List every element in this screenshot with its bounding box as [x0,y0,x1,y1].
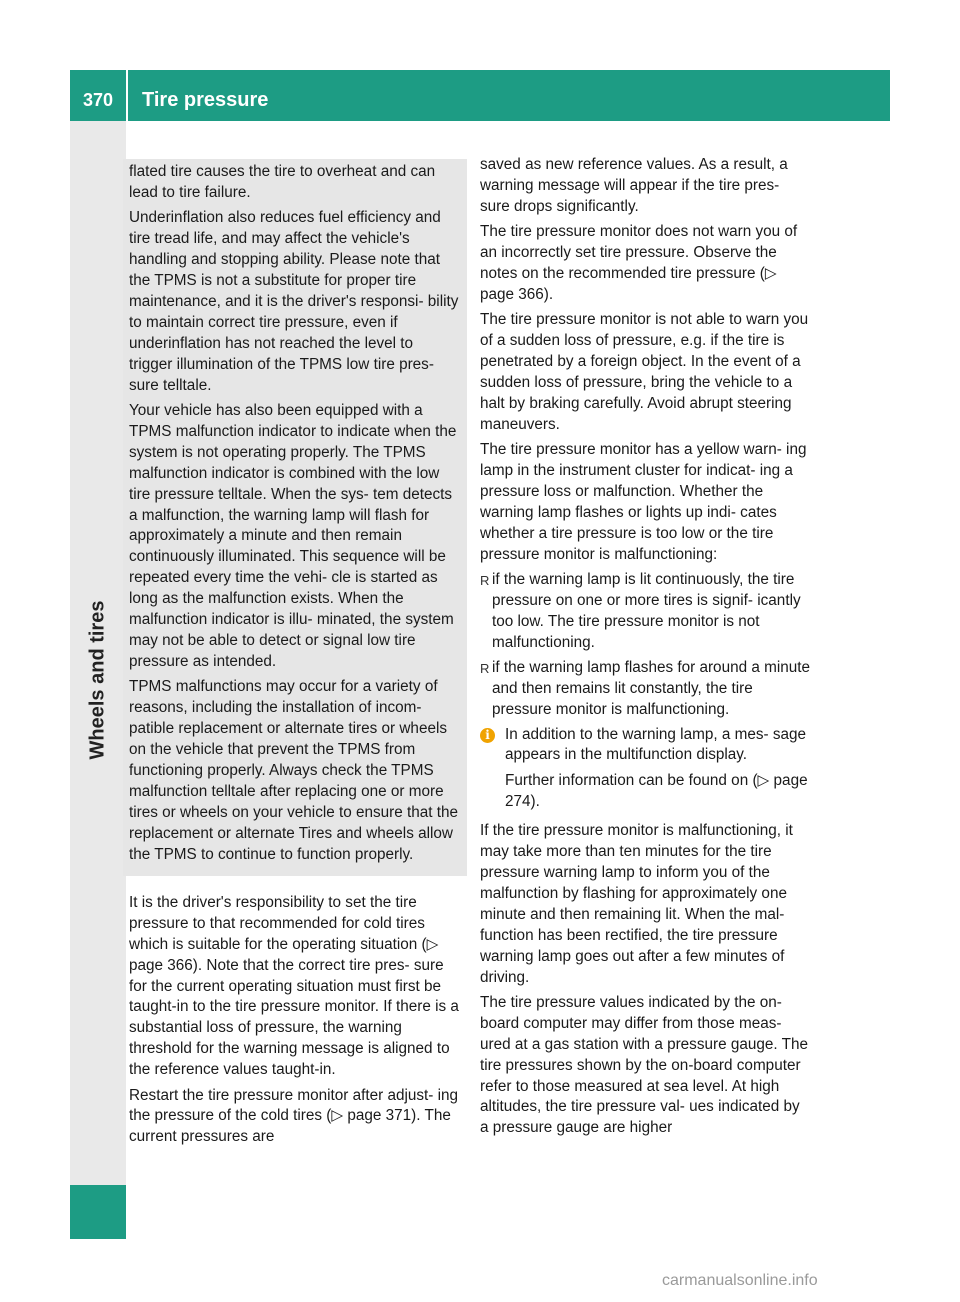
body-paragraph: saved as new reference values. As a result, a warning message will appear if the tire pres- sure drops significantly. [480,156,788,215]
body-paragraph: Restart the tire pressure monitor after adjust- ing the pressure of the cold tires (▷ page 371). The current pressures are [129,1086,459,1146]
notice-paragraph: Underinflation also reduces fuel efficiency and tire tread life, and may affect the vehicle's handling and stopping ability. Please note that the TPMS is not a substitute for proper tire maintenance, and it is the driver's responsi- bility to maintain correct tire pressure, even if underinflation has not reached the level to trigger illumination of the TPMS low tire pres- sure telltale. [129,209,459,394]
body-paragraph: The tire pressure monitor has a yellow warn- ing lamp in the instrument cluster for indicat- ing a pressure loss or malfunction. Whether the warning lamp flashes or lights up indi- cates whether a tire pressure is too low or the tire pressure monitor is malfunctioning: [480,441,807,563]
left-column [129,165,459,1153]
info-text: In addition to the warning lamp, a mes- sage appears in the multifunction display. [505,725,807,764]
header-divider [126,70,128,121]
body-paragraph: The tire pressure monitor does not warn you of an incorrectly set tire pressure. Observe the notes on the recommended tire pressure (▷ page 366). [480,223,798,303]
side-tab-label: Wheels and tires [86,600,109,760]
body-paragraph: It is the driver's responsibility to set the tire pressure to that recommended for cold tires which is suitable for the operating situation (▷ page 366). Note that the correct tire pres- sure for the current operating situation must first be taught-in to the tire pressure monitor. If there is a substantial loss of pressure, the warning threshold for the warning message is aligned to the reference values taught-in. [129,893,459,1079]
bullet-item [480,570,812,654]
bullet-text: if the warning lamp is lit continuously, the tire pressure on one or more tires is signif- icantly too low. The tire pressure monitor is not malfunctioning. [492,571,801,651]
body-paragraph: If the tire pressure monitor is malfunctioning, it may take more than ten minutes for the tire pressure warning lamp to inform you of the malfunction by flashing for approximately one minute and then remaining lit. When the mal- function has been rectified, the tire pressure warning lamp goes out after a few minutes of driving. [480,822,793,986]
info-text: Further information can be found on (▷ page 274). [505,771,808,810]
body-paragraph: The tire pressure values indicated by the on- board computer may differ from those meas- ured at a gas station with a pressure gauge. The tire pressures shown by the on-board computer refer to those measured at sea level. At high altitudes, the tire pressure val- ues indicated by a pressure gauge are higher [480,993,808,1137]
page-number: 370 [82,90,114,110]
notice-paragraph: TPMS malfunctions may occur for a variety of reasons, including the installation of incom- patible replacement or alternate tires or wheels on the vehicle that prevent the TPMS from functioning properly. Always check the TPMS malfunction telltale after replacing one or more tires or wheels on your vehicle to ensure that the replacement or alternate Tires and wheels allow the TPMS to continue to function properly. [129,678,459,863]
body-paragraph: The tire pressure monitor is not able to warn you of a sudden loss of pressure, e.g. if the tire is penetrated by a foreign object. In the event of a sudden loss of pressure, bring the vehicle to a halt by braking carefully. Avoid abrupt steering maneuvers. [480,311,809,433]
watermark: carmanualsonline.info [662,1272,818,1289]
notice-paragraph: flated tire causes the tire to overheat and can lead to tire failure. [129,163,436,201]
info-note [480,725,812,818]
bullet-marker: R [480,573,490,589]
bullet-marker: R [480,660,490,676]
info-icon: i [480,728,495,743]
bullet-item [480,658,812,721]
notice-paragraph: Your vehicle has also been equipped with a TPMS malfunction indicator to indicate when the system is not operating properly. The TPMS malfunction indicator is combined with the low tire pressure telltale. When the sys- tem detects a malfunction, the warning lamp will flash for approximately a minute and then remain continuously illuminated. This sequence will be repeated every time the vehi- cle is started as long as the malfunction exists. When the malfunction indicator is illu- minated, the system may not be able to detect or signal low tire pressure as intended. [129,401,457,670]
warning-notice-box [123,159,467,876]
side-tab-marker [70,1185,126,1239]
bullet-text: if the warning lamp flashes for around a minute and then remains lit constantly, the tire pressure monitor is malfunctioning. [492,658,811,718]
page-title: Tire pressure [142,89,269,111]
right-column [480,155,812,1144]
